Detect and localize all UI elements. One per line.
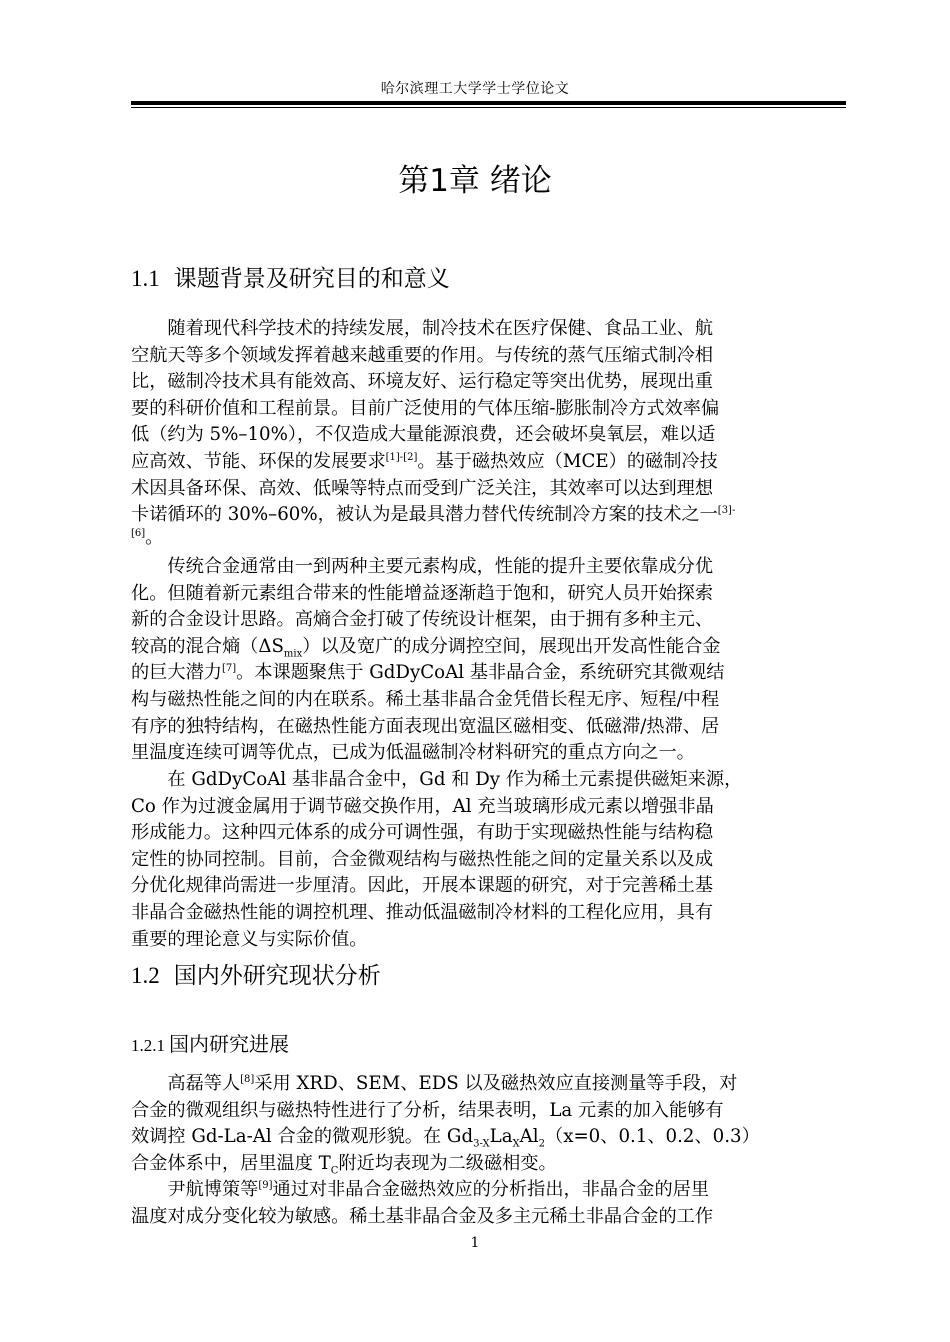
section-number: 1.1 [131,266,160,291]
subsection-title: 国内研究进展 [169,1032,289,1056]
running-header: 哈尔滨理工大学学士学位论文 [380,81,570,97]
text-line [131,1124,846,1151]
citation-ref: [1]-[2] [385,451,418,463]
text-line: 分优化规律尚需进一步厘清。因此，开展本课题的研究，对于完善稀土基 [131,875,714,897]
text-span: 应高效、节能、环保的发展要求 [131,450,386,472]
text-line [131,526,846,548]
text-line: 术因具备环保、高效、低噪等特点而受到广泛关注，其效率可以达到理想 [131,477,714,499]
text-line [131,1071,846,1098]
section-number: 1.2 [131,963,160,988]
subscript: C [330,1165,339,1177]
text-span: 采用 XRD、SEM、EDS 以及磁热效应直接测量等手段，对 [254,1073,738,1094]
text-span: 。 [145,526,164,548]
subscript: 3-X [473,1138,490,1150]
subsection-number: 1.2.1 [131,1036,165,1055]
paragraph-2 [131,554,846,767]
section-heading-1-2 [131,957,381,990]
text-span: La [489,1126,513,1148]
text-line [131,1151,846,1178]
header-rule-thin [131,107,846,108]
text-span: 较高的混合熵（ΔS [131,635,284,657]
text-line: 比，磁制冷技术具有能效高、环境友好、运行稳定等突出优势，展现出重 [131,371,714,393]
text-span: 卡诺循环的 30%–60%，被认为是最具潜力替代传统制冷方案的技术之一 [131,504,718,526]
citation-ref: [7] [221,663,237,675]
text-span: 合金体系中，居里温度 T [131,1152,331,1174]
subsection-heading-1-2-1 [131,1028,289,1057]
text-line: 温度对成分变化较为敏感。稀土基非晶合金及多主元稀土非晶合金的工作 [131,1205,714,1227]
text-span: （x=0、0.1、0.2、0.3） [545,1126,760,1148]
subscript: mix [283,648,303,660]
text-line: 化。但随着新元素组合带来的性能增益逐渐趋于饱和，研究人员开始探索 [131,582,714,604]
text-span: 的巨大潜力 [131,662,222,684]
text-span: 效调控 Gd-La-Al 合金的微观形貌。在 Gd [131,1126,474,1148]
citation-ref: [8] [240,1073,255,1085]
text-line: 里温度连续可调等优点，已成为低温磁制冷材料研究的重点方向之一。 [131,742,695,764]
text-line: 随着现代科学技术的持续发展，制冷技术在医疗保健、食品工业、航 [167,318,714,339]
text-span: 附近均表现为二级磁相变。 [338,1152,557,1174]
section-title: 课题背景及研究目的和意义 [173,266,450,292]
text-line [131,634,846,661]
text-span: ）以及宽广的成分调控空间，展现出开发高性能合金 [302,635,721,657]
text-line: 新的合金设计思路。高熵合金打破了传统设计框架，由于拥有多种主元、 [131,609,714,631]
text-line: 合金的微观组织与磁热特性进行了分析，结果表明，La 元素的加入能够有 [131,1099,724,1121]
citation-ref: [9] [258,1179,273,1191]
text-line [131,449,846,476]
text-line: 有序的独特结构，在磁热性能方面表现出宽温区磁相变、低磁滞/热滞、居 [131,715,720,737]
text-line: 非晶合金磁热性能的调控机理、推动低温磁制冷材料的工程化应用，具有 [131,901,714,923]
text-line: Co 作为过渡金属用于调节磁交换作用，Al 充当玻璃形成元素以增强非晶 [131,795,714,817]
text-span: 高磊等人 [167,1073,241,1094]
text-line: 形成能力。这种四元体系的成分可调性强，有助于实现磁热性能与结构稳 [131,822,714,844]
paragraph-5 [131,1177,846,1230]
text-line: 定性的协同控制。目前，合金微观结构与磁热性能之间的定量关系以及成 [131,848,714,870]
text-span: 。本课题聚焦于 GdDyCoAl 基非晶合金，系统研究其微观结 [236,662,725,684]
text-line [131,660,846,687]
text-line: 在 GdDyCoAl 基非晶合金中，Gd 和 Dy 作为稀土元素提供磁矩来源， [167,769,743,790]
section-heading-1-1 [131,260,450,293]
text-line [131,502,846,529]
subscript: X [512,1138,520,1150]
text-line: 空航天等多个领域发挥着越来越重要的作用。与传统的蒸气压缩式制冷相 [131,344,714,366]
paragraph-4 [131,1071,846,1177]
chapter-title: 第1章 绪论 [398,163,552,199]
text-line: 低（约为 5%–10%），不仅造成大量能源浪费，还会破坏臭氧层，难以适 [131,424,716,446]
page-number: 1 [470,1235,480,1251]
text-line: 构与磁热性能之间的内在联系。稀土基非晶合金凭借长程无序、短程/中程 [131,688,720,710]
text-line [131,1177,846,1204]
paragraph-1 [131,316,846,547]
citation-ref: [6] [131,527,146,539]
text-line: 重要的理论意义与实际价值。 [131,928,368,950]
subscript: 2 [538,1138,545,1150]
header-rule-thick [131,101,846,105]
text-span: 通过对非晶合金磁热效应的分析指出，非晶合金的居里 [272,1179,710,1200]
paragraph-3 [131,767,846,953]
citation-ref: [3]- [717,505,736,517]
section-title: 国内外研究现状分析 [173,963,381,989]
text-span: 尹航博策等 [167,1179,259,1200]
text-span: 。基于磁热效应（MCE）的磁制冷技 [417,450,718,472]
text-line: 传统合金通常由一到两种主要元素构成，性能的提升主要依靠成分优 [167,556,714,577]
text-span: Al [519,1126,539,1148]
text-line: 要的科研价值和工程前景。目前广泛使用的气体压缩-膨胀制冷方式效率偏 [131,397,720,419]
